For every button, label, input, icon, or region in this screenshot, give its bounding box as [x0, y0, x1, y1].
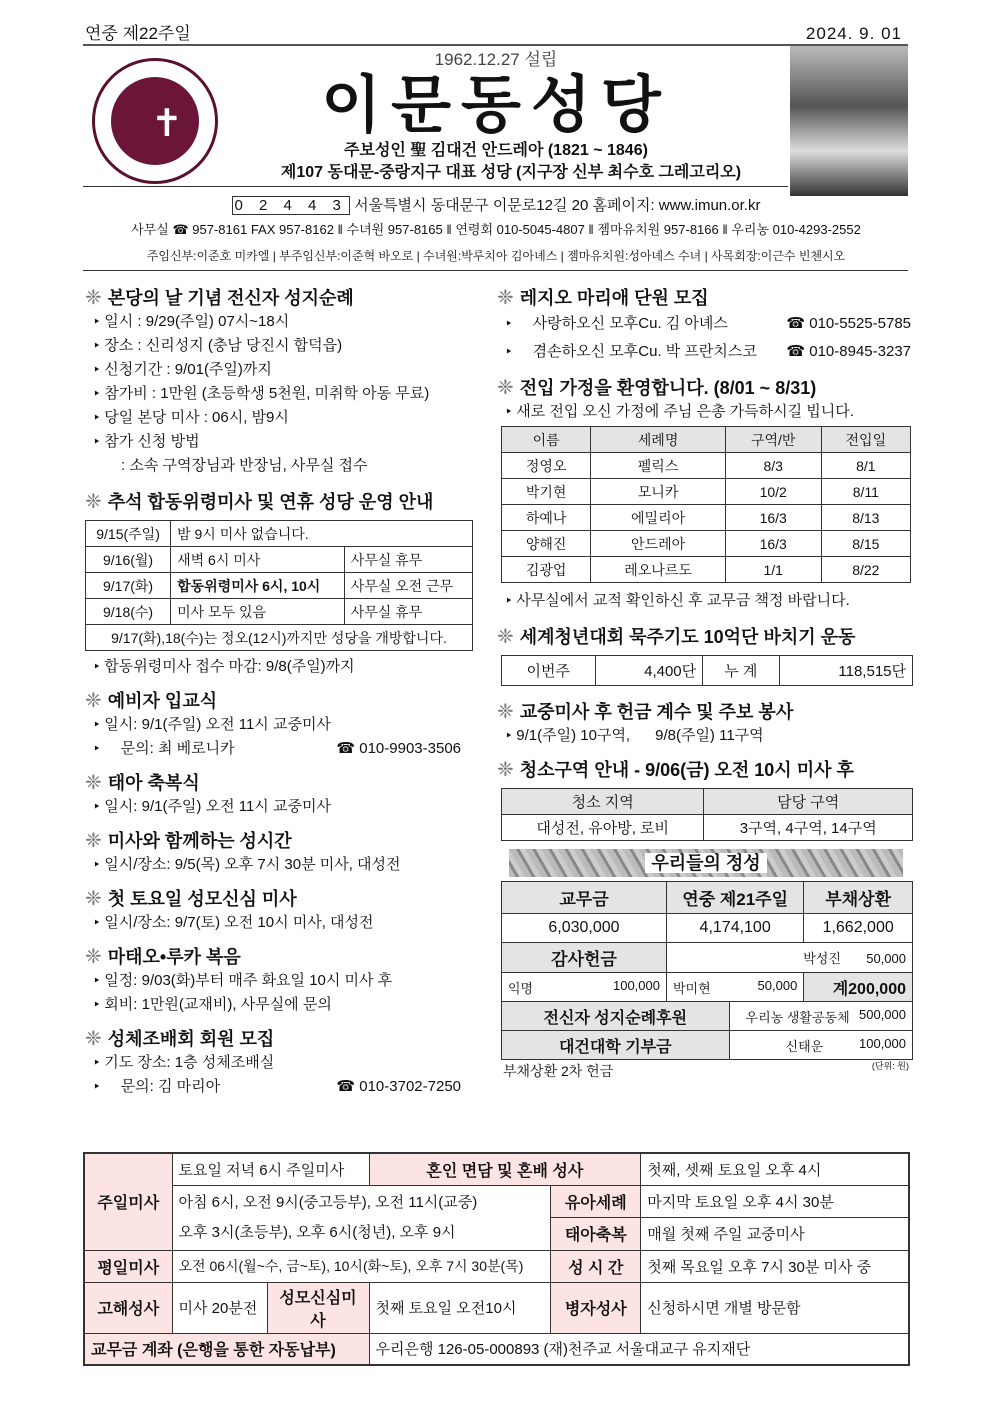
text-cell: 태아 축복식 [107, 773, 200, 793]
text-cell: 9/17(화),18(수)는 정오(12시)까지만 성당을 개방합니다. [86, 625, 473, 651]
text-cell: ‣ 문의: 최 베로니카 [120, 740, 235, 757]
list-item [497, 338, 915, 366]
right-column [497, 284, 915, 1082]
section-title [497, 756, 915, 782]
text-cell: 우리은행 126-05-000893 (재)천주교 서울대교구 유지재단 [369, 1333, 909, 1365]
list-item [497, 310, 915, 338]
text-cell: 김광업 [502, 557, 591, 583]
text-cell: 4,400단 [595, 656, 703, 686]
text-cell: 전입 가정을 환영합니다. (8/01 ~ 8/31) [519, 378, 817, 398]
text-cell: 성체조배회 회원 모집 [107, 1029, 275, 1049]
text-cell: 성모신심미사 [267, 1282, 369, 1333]
text-cell: 9/17(화) [86, 573, 171, 599]
church-name: 이문동성당 [321, 71, 671, 140]
text-cell: ‣ 문의: 김 마리아 [120, 1078, 221, 1095]
founded: 1962.12.27 설립 [434, 50, 558, 69]
text-cell: 에밀리아 [591, 505, 725, 531]
text-cell: 교무금 계좌 (은행을 통한 자동납부) [84, 1333, 369, 1365]
text-cell: 전입일 [821, 427, 910, 453]
section-title [85, 885, 477, 911]
sparkle-icon: ❈ [85, 689, 102, 712]
text-cell: 사무실 휴무 [344, 547, 472, 573]
text-cell: 유아세례 [551, 1185, 641, 1218]
text-cell: 미사 20분전 [172, 1282, 267, 1333]
text-cell: 합동위령미사 6시, 10시 [171, 573, 345, 599]
sparkle-icon: ❈ [497, 758, 514, 781]
sparkle-icon: ❈ [85, 490, 102, 513]
text-cell: 토요일 저녁 6시 주일미사 [172, 1153, 369, 1185]
text-cell: 1,662,000 [804, 914, 913, 943]
text-cell: 청소 지역 [502, 789, 704, 815]
text-cell: 구역/반 [725, 427, 821, 453]
sparkle-icon: ❈ [497, 700, 514, 723]
text-cell: 모니카 [591, 479, 725, 505]
sparkle-icon: ❈ [85, 286, 102, 309]
text-cell: 대건대학 기부금 [502, 1031, 730, 1060]
text-cell: 첫째 토요일 오전10시 [369, 1282, 551, 1333]
text-cell: 오전 06시(월~수, 금~토), 10시(화~토), 오후 7시 30분(목) [172, 1250, 551, 1282]
text-cell: 안드레아 [591, 531, 725, 557]
text-cell: 미사 모두 있음 [171, 599, 345, 625]
text-cell: ‣ 사랑하오신 모후Cu. 김 아녜스 [532, 315, 728, 332]
text-cell: 50,000 [757, 977, 798, 993]
section-title [85, 1025, 477, 1051]
address-line [0, 196, 992, 216]
table-row [502, 531, 911, 557]
left-column [85, 284, 477, 1099]
text-cell: 신태운 [785, 1038, 824, 1054]
text-cell: 16/3 [725, 505, 821, 531]
text-cell: 50,000 [866, 951, 906, 966]
text-cell: 병자성사 [551, 1282, 641, 1333]
divider [83, 186, 788, 187]
text-cell: 레오나르도 [591, 557, 725, 583]
text-cell: 이번주 [502, 656, 596, 686]
list-item: ‣ 회비: 1만원(교재비), 사무실에 문의 [85, 993, 477, 1017]
text-cell: 500,000 [859, 1006, 906, 1022]
text-cell: (단위: 원) [871, 1061, 909, 1071]
text-cell: 8/11 [821, 479, 910, 505]
text-cell: 오후 3시(초등부), 오후 6시(청년), 오후 9시 [178, 1223, 456, 1241]
district: 제107 동대문-중랑지구 대표 성당 (지구장 신부 최수호 그레고리오) [280, 164, 742, 181]
text-cell: ‣ 겸손하오신 모후Cu. 박 프란치스코 [532, 343, 757, 360]
section-title [497, 623, 915, 649]
divider [83, 270, 908, 271]
list-item: ‣ 일시/장소: 9/5(목) 오후 7시 30분 미사, 대성전 [85, 853, 477, 877]
list-item: ‣ 사무실에서 교적 확인하신 후 교무금 책정 바랍니다. [497, 589, 915, 613]
text-cell: 신청하시면 개별 방문함 [641, 1282, 909, 1333]
text-cell: 펠릭스 [591, 453, 725, 479]
text-cell: 박성진 [803, 951, 841, 966]
newcomer-table [501, 426, 911, 583]
text-cell: 9/15(주일) [86, 521, 171, 547]
table-row [502, 479, 911, 505]
text-cell: 9/18(수) [86, 599, 171, 625]
text-cell: 매월 첫째 주일 교중미사 [641, 1218, 909, 1251]
text-cell: 미사와 함께하는 성시간 [107, 831, 292, 851]
list-item: ‣ 기도 장소: 1층 성체조배실 [85, 1051, 477, 1075]
text-cell: 10/2 [725, 479, 821, 505]
list-item: ‣ 일시/장소: 9/7(토) 오전 10시 미사, 대성전 [85, 911, 477, 935]
text-cell: 첫째, 셋째 토요일 오후 4시 [641, 1153, 909, 1185]
phone-number: ☎ 010-3702-7250 [336, 1078, 461, 1095]
text-cell: 태아축복 [551, 1218, 641, 1251]
list-item: : 소속 구역장님과 반장님, 사무실 접수 [121, 457, 368, 474]
phone-number: ☎ 010-8945-3237 [786, 343, 911, 360]
rosary-table [501, 655, 913, 686]
text-cell: 예비자 입교식 [107, 691, 218, 711]
sparkle-icon: ❈ [85, 1027, 102, 1050]
sparkle-icon: ❈ [85, 829, 102, 852]
text-cell: 사무실 휴무 [344, 599, 472, 625]
list-item [85, 1075, 477, 1099]
text-cell: 계200,000 [804, 973, 913, 1002]
text-cell: 성 시 간 [551, 1250, 641, 1282]
text-cell: 정영오 [502, 453, 591, 479]
text-cell: 세계청년대회 묵주기도 10억단 바치기 운동 [519, 627, 856, 647]
sparkle-icon: ❈ [497, 286, 514, 309]
text-cell: 1/1 [725, 557, 821, 583]
text-cell: 8/3 [725, 453, 821, 479]
text-cell: 8/1 [821, 453, 910, 479]
text-cell: 누 계 [703, 656, 779, 686]
list-item: ‣ 신청기간 : 9/01(주일)까지 [85, 358, 477, 382]
phone-number: ☎ 010-9903-3506 [336, 740, 461, 757]
patron-saint: 주보성인 聖 김대건 안드레아 (1821 ~ 1846) [344, 142, 648, 159]
text-cell: 부채상환 [804, 882, 913, 914]
list-item: ‣ 일시: 9/1(주일) 오전 11시 교중미사 [85, 795, 477, 819]
list-item: ‣ 당일 본당 미사 : 06시, 밤9시 [85, 406, 477, 430]
text-cell: 부채상환 2차 헌금 [503, 1063, 614, 1079]
sparkle-icon: ❈ [85, 945, 102, 968]
section-title [497, 284, 915, 310]
text-cell: 마지막 토요일 오후 4시 30분 [641, 1185, 909, 1218]
list-item: ‣ 참가비 : 1만원 (초등학생 5천원, 미취학 아동 무료) [85, 382, 477, 406]
sparkle-icon: ❈ [497, 625, 514, 648]
text-cell: 박미현 [672, 980, 711, 996]
sparkle-icon: ❈ [85, 771, 102, 794]
phones: 사무실 ☎ 957-8161 FAX 957-8162 ‖ 수녀원 957-8165 ‖ 연령회 010-5045-4807 ‖ 젬마유치원 957-8166 ‖ 우리농 010-4293-2552 [131, 222, 861, 237]
text-cell: 우리농 생활공동체 [745, 1009, 850, 1025]
list-item: ‣ 합동위령미사 접수 마감: 9/8(주일)까지 [85, 655, 477, 679]
text-cell: 본당의 날 기념 전신자 성지순례 [107, 288, 354, 308]
section-title [85, 769, 477, 795]
list-item: ‣ 참가 신청 방법 [85, 430, 477, 454]
list-item: ‣ 일시 : 9/29(주일) 07시~18시 [85, 310, 477, 334]
offering-banner [509, 849, 903, 877]
list-item [85, 737, 477, 761]
text-cell: 우리들의 정성 [645, 853, 766, 873]
sparkle-icon: ❈ [85, 887, 102, 910]
text-cell: 3구역, 4구역, 14구역 [704, 815, 913, 841]
text-cell: 감사헌금 [502, 943, 667, 973]
section-title [497, 374, 915, 400]
list-item: ‣ 일시: 9/1(주일) 오전 11시 교중미사 [85, 713, 477, 737]
text-cell: 교무금 [502, 882, 667, 914]
text-cell: 8/13 [821, 505, 910, 531]
text-cell: 연중 제21주일 [666, 882, 803, 914]
text-cell: 사무실 오전 근무 [344, 573, 472, 599]
text-cell: 청소구역 안내 - 9/06(금) 오전 10시 미사 후 [519, 760, 854, 780]
text-cell: 혼인 면담 및 혼배 성사 [369, 1153, 641, 1185]
text-cell: 이름 [502, 427, 591, 453]
sparkle-icon: ❈ [497, 376, 514, 399]
offering-table [501, 881, 913, 1060]
date: 2024. 9. 01 [805, 24, 902, 43]
text-cell: 담당 구역 [704, 789, 913, 815]
section-title [85, 488, 477, 514]
chuseok-table [85, 520, 473, 651]
text-cell: 새벽 6시 미사 [171, 547, 345, 573]
address: 서울특별시 동대문구 이문로12길 20 홈페이지: www.imun.or.kr [354, 197, 761, 214]
section-title [497, 698, 915, 724]
mass-schedule-table [83, 1152, 910, 1366]
text-cell: 주일미사 [84, 1153, 172, 1250]
text-cell: 교중미사 후 헌금 계수 및 주보 봉사 [519, 702, 794, 722]
text-cell: 9/16(월) [86, 547, 171, 573]
text-cell: 100,000 [859, 1035, 906, 1051]
text-cell: 8/15 [821, 531, 910, 557]
text-cell: 고해성사 [84, 1282, 172, 1333]
text-cell: 118,515단 [779, 656, 912, 686]
text-cell: 아침 6시, 오전 9시(중고등부), 오전 11시(교중) [178, 1193, 478, 1211]
divider [83, 44, 908, 46]
section-title [85, 943, 477, 969]
list-item: ‣ 9/1(주일) 10구역, 9/8(주일) 11구역 [497, 724, 915, 748]
phone-number: ☎ 010-5525-5785 [786, 315, 911, 332]
table-row [502, 505, 911, 531]
text-cell: 6,030,000 [502, 914, 667, 943]
staff: 주임신부:이준호 미카엘 | 부주임신부:이준혁 바오로 | 수녀원:박루치아 김아녜스 | 젬마유치원:성아녜스 수녀 | 사목회장:이근수 빈첸시오 [146, 249, 846, 263]
text-cell: 추석 합동위령미사 및 연휴 성당 운영 안내 [107, 492, 434, 512]
text-cell: 16/3 [725, 531, 821, 557]
text-cell: 전신자 성지순례후원 [502, 1002, 730, 1031]
list-item: ‣ 새로 전입 오신 가정에 주님 은총 가득하시길 빕니다. [497, 400, 915, 424]
list-item: ‣ 장소 : 신리성지 (충남 당진시 합덕읍) [85, 334, 477, 358]
table-row [502, 453, 911, 479]
text-cell: 하예나 [502, 505, 591, 531]
text-cell: 마태오•루카 복음 [107, 947, 241, 967]
text-cell: 4,174,100 [666, 914, 803, 943]
text-cell: 세례명 [591, 427, 725, 453]
list-item: ‣ 일정: 9/03(화)부터 매주 화요일 10시 미사 후 [85, 969, 477, 993]
text-cell: 밤 9시 미사 없습니다. [171, 521, 473, 547]
text-cell: 대성전, 유아방, 로비 [502, 815, 704, 841]
text-cell: 8/22 [821, 557, 910, 583]
text-cell: 첫째 목요일 오후 7시 30분 미사 중 [641, 1250, 909, 1282]
church-logo: ✝ [92, 58, 218, 184]
postal-code: 0 2 4 4 3 [232, 196, 350, 215]
text-cell: 100,000 [612, 977, 660, 993]
text-cell: 양해진 [502, 531, 591, 557]
table-row [502, 557, 911, 583]
text-cell: 익명 [508, 980, 534, 996]
section-title [85, 284, 477, 310]
text-cell: 레지오 마리애 단원 모집 [519, 288, 709, 308]
section-title [85, 687, 477, 713]
cleaning-table [501, 788, 913, 841]
section-title [85, 827, 477, 853]
text-cell: 박기현 [502, 479, 591, 505]
week-label: 연중 제22주일 [85, 24, 191, 43]
text-cell: 평일미사 [84, 1250, 172, 1282]
text-cell: 첫 토요일 성모신심 미사 [107, 889, 297, 909]
